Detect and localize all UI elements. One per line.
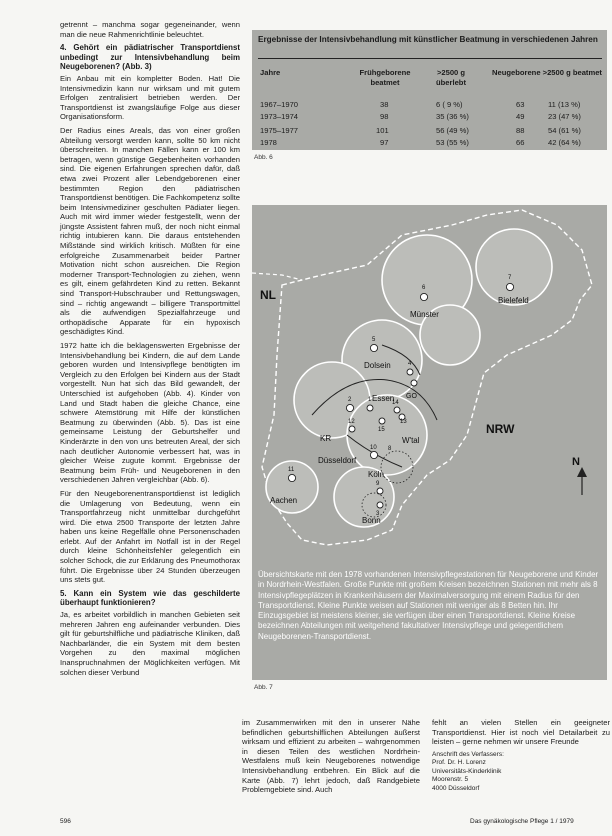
table-cell: 1975–1977 (260, 126, 299, 135)
table-cell: 11 (13 %) (548, 100, 581, 109)
table-cell: 53 (55 %) (436, 138, 469, 147)
left-text-column (60, 20, 240, 681)
address-line: 4000 Düsseldorf (432, 784, 480, 792)
paragraph: im Zusammenwirken mit den in unserer Nähe befindlichen geburtshilflichen Abteilungen äußerst wirksam und effizient zu arbeiten – wahrgenommen in diesen Teilen des westlichen Nordrhein-Westfalens muß kein Neugeborenes notwendige Intensivbehandlung entbehren. Ein Blick auf die Karte (Abb. 7) lehrt jedoch, daß Randgebiete Problemgebiete sind. Auch (242, 718, 420, 795)
station-marker (420, 293, 427, 300)
station-number: 2 (348, 397, 352, 403)
station-number: 5 (372, 337, 376, 343)
station-marker (346, 404, 353, 411)
station-marker (506, 283, 513, 290)
map-label: Bielefeld (498, 296, 529, 305)
station-number: 14 (392, 400, 399, 406)
map-label: Bonn (362, 516, 381, 525)
table-cell: 101 (376, 126, 389, 135)
station-marker (411, 380, 417, 386)
country-border (252, 273, 302, 280)
paragraph: Ja, es arbeitet vorbildlich in manchen Gebieten seit mehreren Jahren eng aufeinander verbunden. Dies gilt für geburtshilfliche und pädiatrische Kliniken, daß Nachbarländer, die ein System mit dem besten Vorgehen zu den maximal möglichen Inanspruchnahmen der Möglichkeiten verfügen. Mit solchen dieser Verbund (60, 610, 240, 677)
table-header: Jahre (260, 68, 281, 77)
paragraph: getrennt – manchma sogar gegeneinander, wenn man die neue Rahmenrichtlinie beleuchtet. (60, 20, 240, 39)
paragraph: 1972 hatte ich die beklagenswerten Ergebnisse der Intensivbehandlung bei Kindern, die auf dem Lande geboren wurden und Intensivpflege benötigten im Vergleich zu den Erfolgen bei Kindern aus der Stadt vorgestellt. Nun hat sich das Bild gewandelt, der Unterschied ist aufgehoben (Abb. 4). Kinder von Land und Stadt haben die gleiche Chance, eine schwere Atemstörung mit Hilfe der künstlichen Beatmung zu überwinden (Abb. 5). Das ist eine gemeinsame Leistung der Geburtshelfer und Kinderärzte in den von uns betreuten Areal, der sich nach deutlicher Autonomie verbessert hat, was in gleicher Weise zugute kommt. Ergebnisse der Beatmung beim Früh- und Neugeborenen in den verschiedenen Jahren vergleichbar (Abb. 6). (60, 341, 240, 485)
table-row (252, 126, 607, 138)
table-divider (258, 58, 602, 59)
table-cell: 38 (380, 100, 389, 109)
station-number: 10 (370, 445, 377, 451)
station-marker (349, 426, 355, 432)
table-header: Neugeborene >2500 g beatmet (492, 68, 602, 77)
bottom-text-column (432, 718, 610, 793)
map-label: Düsseldorf (318, 456, 357, 465)
station-number: 11 (288, 467, 295, 473)
station-marker (377, 488, 383, 494)
paragraph: fehlt an vielen Stellen ein geeigneter Transportdienst. Hier ist noch viel Detailarbeit zu leisten – gerne nehmen wir unsere Freunde (432, 718, 610, 747)
table-cell: 63 (516, 100, 525, 109)
station-number: 4 (408, 361, 412, 367)
north-arrow-head (577, 467, 587, 477)
table-title: Ergebnisse der Intensivbehandlung mit künstlicher Beatmung in verschiedenen Jahren (258, 35, 598, 44)
map-label: N (572, 456, 580, 468)
station-marker (288, 474, 295, 481)
station-number: 9 (376, 481, 380, 487)
station-number: 3 (376, 511, 380, 517)
station-marker (394, 407, 400, 413)
table-header: >2500 g überlebt (436, 68, 466, 87)
results-table (252, 30, 607, 150)
station-number: 7 (508, 275, 512, 281)
service-area-circle (476, 229, 552, 305)
address-line: Moorenstr. 5 (432, 776, 469, 784)
journal-footer: Das gynäkologische Pflege 1 / 1979 (470, 818, 574, 825)
station-number: 13 (400, 419, 407, 425)
map-label: NL (260, 288, 276, 302)
station-number: 15 (378, 427, 385, 433)
table-cell: 1967–1970 (260, 100, 299, 109)
table-cell: 66 (516, 138, 525, 147)
table-cell: 98 (380, 112, 389, 121)
map-caption: Übersichtskarte mit den 1978 vorhandenen Intensivpflegestationen für Neugeborene und Kinder in Nordrhein-Westfalen. Große Punkte mit großem Kreisen bezeichnen Stationen mit mehr als 8 Intensivpflegeplätzen in Krankenhäusern der Maximalversorgung mit einem Radius für den Transportdienst. Kleine Punkte weisen auf Stationen mit weniger als 8 Betten hin. Ihr Einzugsgebiet ist meistens kleiner, sie verfügen über einen Transportdienst. Kleine Kreise bezeichnen Abteilungen mit weitgehend fakultativer Intensivpflege und gelegentlichem Neugeborenen-Transportdienst. (258, 570, 599, 641)
map-label: W'tal (402, 436, 420, 445)
station-number: 12 (348, 419, 355, 425)
table-cell: 23 (47 %) (548, 112, 581, 121)
author-address (432, 751, 610, 794)
station-marker (370, 451, 377, 458)
paragraph: Für den Neugeborenentransportdienst ist lediglich die Umlagerung von Bedeutung, wenn ein Transportfahrzeug nicht unmittelbar durchgeführt wird. Die etwa 2500 Transporte der letzten Jahre haben uns keine Regelfälle ohne Personenschaden erlebt. Auf der Anfahrt im Notfall ist in der Regel durch kleine Schönheitsfehler gelegentlich ein solcher Schock, die zur Erklärung des Pneumothorax führt. Die Ergebnisse über 24 Stunden überzeugen uns stets gut. (60, 488, 240, 585)
map-label: Münster (410, 310, 439, 319)
map-label: NRW (486, 422, 515, 436)
figure-label: Abb. 6 (254, 154, 273, 161)
table-cell: 88 (516, 126, 525, 135)
map-label: KR (320, 434, 332, 443)
map-label: GO (406, 393, 417, 400)
station-marker (377, 502, 383, 508)
table-cell: 6 ( 9 %) (436, 100, 463, 109)
station-marker (379, 418, 385, 424)
map-figure (252, 205, 607, 680)
table-cell: 54 (61 %) (548, 126, 581, 135)
table-row (252, 138, 607, 150)
service-areas (266, 229, 552, 527)
paragraph: Der Radius eines Areals, das von einer großen Abteilung versorgt werden kann, sollte 50 km nicht überschreiten. In manchen Fällen kann er 100 km betragen, wenn günstige Gegebenheiten vorhanden sind. Die eigenen Erfahrungen sprechen dafür, daß etwa zwei Prozent aller Lebendgeborenen einer bestimmten Region den pädiatrischen Transportdienst benötigen. Die Fachkompetenz sollte beim Intensivmediziner geschulten Pädiater liegen. Auch mit wird immer wieder festgestellt, wenn der jüngste Assistent fahren muß, der noch nicht einmal richtig intubieren kann. Die daraus entstehenden Mißstände sind wirklich kritisch. Müßten für eine erfolgreiche Zusammenarbeit beider Partner Motivation nicht schon ausreichen. Die Region moderner Transport-Technologien zu ziehen, wenn es gilt, einem gefährdeten Kind zu retten. Bekannt sind Transport-Hubschrauber und Rettungswagen, sind – richtig angewandt – billigere Transportmittel als die aufwendigen Spezialfahrzeuge und orthopädische Apparate für ein hypoxisch geschädigtes Kind. (60, 125, 240, 337)
address-line: Universitäts-Kinderklinik (432, 767, 502, 775)
station-number: 8 (388, 446, 392, 452)
station-marker (407, 369, 413, 375)
paragraph: Ein Anbau mit ein kompletter Boden. Hat! Die Intensivmedizin kann nur wirksam und mit gutem Erfolgen zentralisiert betrieben werden. Der Transportdienst ist zwangsläufige Folge aus dieser Organisationsform. (60, 73, 240, 122)
figure-label: Abb. 7 (254, 684, 273, 691)
table-cell: 56 (49 %) (436, 126, 469, 135)
page-number: 596 (60, 818, 71, 825)
map-label: Essen (372, 394, 395, 403)
station-marker (370, 344, 377, 351)
table-cell: 35 (36 %) (436, 112, 469, 121)
section-heading: 4. Gehört ein pädiatrischer Transportdienst unbedingt zur Intensivbehandlung beim Neugeborenen? (Abb. 3) (60, 43, 240, 72)
map-label: Köln (368, 470, 385, 479)
service-area-circle (347, 395, 427, 475)
table-cell: 1973–1974 (260, 112, 299, 121)
map-label: Dolsein (364, 361, 391, 370)
table-cell: 49 (516, 112, 525, 121)
station-marker (367, 405, 373, 411)
address-line: Prof. Dr. H. Lorenz (432, 759, 486, 767)
address-line: Anschrift des Verfassers: (432, 750, 504, 758)
station-number: 1 (368, 397, 372, 403)
table-cell: 1978 (260, 138, 277, 147)
bottom-text-column (242, 718, 420, 799)
table-cell: 42 (64 %) (548, 138, 581, 147)
table-cell: 97 (380, 138, 389, 147)
station-number: 6 (422, 285, 426, 291)
section-heading: 5. Kann ein System wie das geschilderte überhaupt funktionieren? (60, 588, 240, 608)
table-row (252, 100, 607, 112)
table-row (252, 112, 607, 124)
table-header: Frühgeborene beatmet (359, 68, 411, 87)
map-label: Aachen (270, 496, 298, 505)
